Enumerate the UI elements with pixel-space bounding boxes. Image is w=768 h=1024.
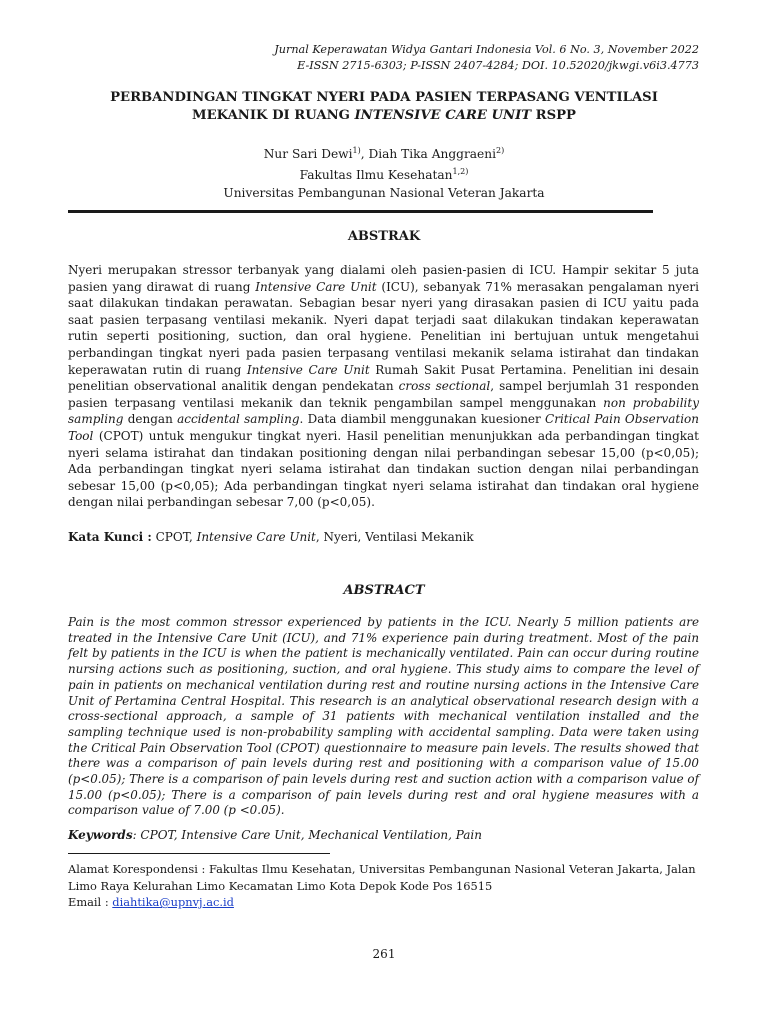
author-faculty: Fakultas Ilmu Kesehatan$^{1,2)}$ — [299, 167, 469, 183]
kata-kunci: Kata Kunci : CPOT, Intensive Care Unit, Nyeri, Ventilasi Mekanik — [68, 530, 474, 544]
article-title — [68, 89, 700, 124]
author-names: Nur Sari Dewi$^{1)}$, Diah Tika Anggraeni$^{2)}$ — [263, 146, 505, 162]
abstrak-body: Nyeri merupakan stressor terbanyak yang dialami oleh pasien-pasien di ICU. Hampir sekitar 5 juta pasien yang dirawat di ruang Intensive Care Unit (ICU), sebanyak 71% merasakan pengalaman nyeri saat dilakukan tindakan perawatan. Sebagian besar nyeri yang dirasakan pasien di ICU yaitu pada saat pasien terpasang ventilasi mekanik. Nyeri dapat terjadi saat dilakukan tindakan keperawatan rutin seperti positioning, suction, dan oral hygiene. Penelitian ini bertujuan untuk mengetahui perbandingan tingkat nyeri pada pasien terpasang ventilasi mekanik selama istirahat dan tindakan keperawatan rutin di ruang Intensive Care Unit Rumah Sakit Pusat Pertamina. Penelitian ini desain penelitian observational analitik dengan pendekatan cross sectional, sampel berjumlah 31 responden pasien terpasang ventilasi mekanik dan teknik pengambilan sampel menggunakan non probability sampling dengan accidental sampling. Data diambil menggunakan kuesioner Critical Pain Observation Tool (CPOT) untuk mengukur tingkat nyeri. Hasil penelitian menunjukkan ada perbandingan tingkat nyeri selama istirahat dan tindakan positioning dengan nilai perbandingan sebesar 15,00 (p<0,05); Ada perbandingan tingkat nyeri selama istirahat dan tindakan suction dengan nilai perbandingan sebesar 15,00 (p<0,05); Ada perbandingan tingkat nyeri selama istirahat dan tindakan oral hygiene dengan nilai perbandingan sebesar 7,00 (p<0,05). — [68, 263, 699, 510]
author-block — [68, 142, 700, 202]
abstract-heading: ABSTRACT — [343, 583, 425, 598]
correspondence-address-2: Limo Raya Kelurahan Limo Kecamatan Limo Kota Depok Kode Pos 16515 — [68, 878, 493, 893]
author-2: Diah Tika Anggraeni — [368, 147, 497, 162]
abstract-body: Pain is the most common stressor experienced by patients in the ICU. Nearly 5 million patients are treated in the Intensive Care Unit (ICU), and 71% experience pain during treatment. Most of the pain felt by patients in the ICU is when the patient is mechanically ventilated. Pain can occur during routine nursing actions such as positioning, suction, and oral hygiene. This study aims to compare the level of pain in patients on mechanical ventilation during rest and routine nursing actions in the Intensive Care Unit of Pertamina Central Hospital. This research is an analytical observational research design with a cross-sectional approach, a sample of 31 patients with mechanical ventilation installed and the sampling technique used is non-probability sampling with accidental sampling. Data were taken using the Critical Pain Observation Tool (CPOT) questionnaire to measure pain levels. The results showed that there was a comparison of pain levels during rest and positioning with a comparison value of 15.00 (p<0.05); There is a comparison of pain levels during rest and suction action with a comparison value of 15.00 (p<0.05); There is a comparison of pain levels during rest and oral hygiene measures with a comparison value of 7.00 (p <0.05). — [68, 615, 699, 818]
footnote-divider — [68, 853, 330, 854]
header-divider — [68, 210, 653, 213]
page-number: 261 — [372, 947, 396, 961]
abstrak-heading: ABSTRAK — [347, 229, 421, 244]
keywords: Keywords: CPOT, Intensive Care Unit, Mechanical Ventilation, Pain — [68, 828, 482, 842]
journal-header — [274, 42, 699, 74]
correspondence-address-1: Alamat Korespondensi : Fakultas Ilmu Kesehatan, Universitas Pembangunan Nasional Veteran Jakarta, Jalan — [68, 862, 696, 876]
keywords-label: Keywords — [68, 828, 133, 842]
title-line-1: PERBANDINGAN TINGKAT NYERI PADA PASIEN TERPASANG VENTILASI — [110, 90, 658, 105]
correspondence-footnote — [68, 861, 700, 911]
journal-issn-doi: E-ISSN 2715-6303; P-ISSN 2407-4284; DOI. 10.52020/jkwgi.v6i3.4773 — [297, 59, 699, 72]
author-university: Universitas Pembangunan Nasional Veteran Jakarta — [223, 185, 545, 200]
email-link[interactable]: diahtika@upnvj.ac.id — [112, 895, 234, 910]
correspondence-email: Email : diahtika@upnvj.ac.id — [68, 895, 234, 910]
journal-citation: Jurnal Keperawatan Widya Gantari Indonesia Vol. 6 No. 3, November 2022 — [274, 43, 699, 56]
author-1: Nur Sari Dewi — [263, 147, 353, 162]
kata-kunci-label: Kata Kunci : — [68, 530, 152, 544]
title-line-2: MEKANIK DI RUANG INTENSIVE CARE UNIT RSPP — [192, 107, 576, 123]
